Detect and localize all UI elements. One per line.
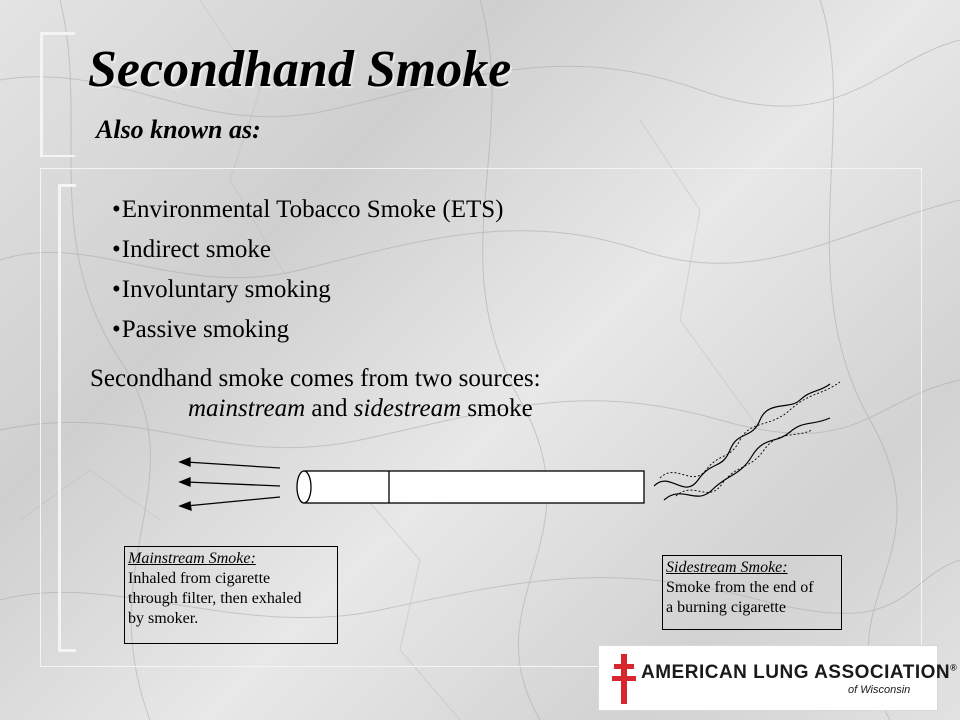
bullet-icon: • xyxy=(112,236,121,263)
cigarette-body xyxy=(304,471,644,503)
mainstream-term: mainstream xyxy=(188,395,306,422)
registered-mark: ® xyxy=(950,662,958,673)
bullet-icon: • xyxy=(112,316,121,343)
bullet-icon: • xyxy=(112,276,121,303)
bullet-icon: • xyxy=(112,196,121,223)
list-item-text: Involuntary smoking xyxy=(121,276,331,303)
slide-subtitle: Also known as: xyxy=(96,115,261,144)
double-cross-icon xyxy=(611,652,637,706)
smoke-plume-4 xyxy=(676,430,812,496)
sidestream-smoke xyxy=(654,382,840,500)
logo-name-text: AMERICAN LUNG ASSOCIATION xyxy=(641,662,951,683)
logo-subtitle: of Wisconsin xyxy=(848,684,911,696)
list-item-text: Indirect smoke xyxy=(121,236,272,263)
arrow-middle xyxy=(186,482,280,486)
sidestream-line: Smoke from the end of xyxy=(666,579,814,596)
arrow-top xyxy=(186,462,280,468)
mainstream-line: Inhaled from cigarette xyxy=(128,570,271,587)
arrowhead-middle xyxy=(180,478,190,486)
mainstream-callout xyxy=(124,546,338,644)
sidestream-line: a burning cigarette xyxy=(666,599,786,616)
lung-association-logo xyxy=(598,645,958,711)
mainstream-heading: Mainstream Smoke: xyxy=(128,550,256,567)
smoke-word: smoke xyxy=(461,395,533,422)
sources-intro: Secondhand smoke comes from two sources: xyxy=(90,365,541,392)
mainstream-line: by smoker. xyxy=(128,610,199,627)
mainstream-arrows xyxy=(180,458,280,510)
sidestream-callout xyxy=(662,555,842,630)
list-item-text: Passive smoking xyxy=(121,316,290,343)
smoke-plume-2 xyxy=(664,418,830,500)
filter-end xyxy=(297,471,311,503)
cigarette xyxy=(297,471,644,503)
mainstream-line: through filter, then exhaled xyxy=(128,590,302,607)
sidestream-term: sidestream xyxy=(353,395,462,422)
logo-name xyxy=(641,662,957,684)
list-item-text: Environmental Tobacco Smoke (ETS) xyxy=(121,196,504,223)
cross-bar-top xyxy=(614,664,634,669)
arrowhead-bottom xyxy=(180,502,191,510)
arrow-bottom xyxy=(186,497,280,506)
and-connector: and xyxy=(305,395,354,422)
sidestream-heading: Sidestream Smoke: xyxy=(666,559,788,576)
arrowhead-top xyxy=(180,458,190,466)
slide-title: Secondhand Smoke xyxy=(88,41,512,98)
cross-bar-bottom xyxy=(612,676,636,681)
